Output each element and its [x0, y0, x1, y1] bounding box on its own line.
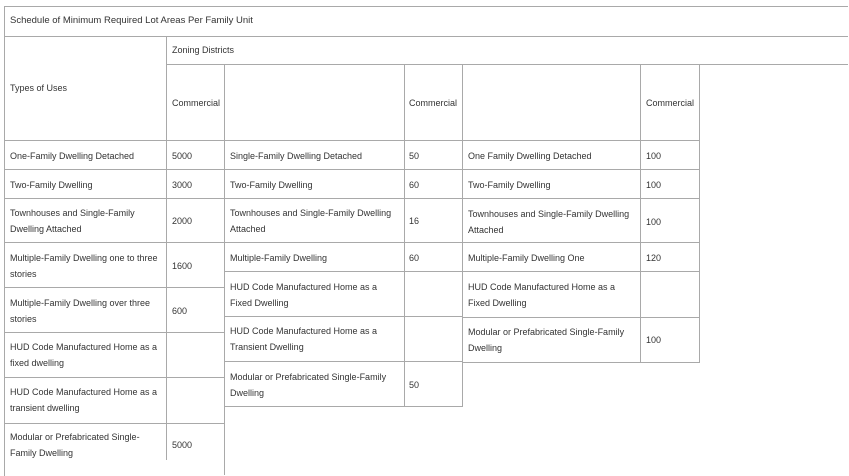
- table3-use: One Family Dwelling Detached: [468, 151, 592, 161]
- table-row: [404, 170, 405, 199]
- table-row: [166, 333, 167, 378]
- table-row: [640, 243, 641, 272]
- types-of-uses-label: Types of Uses: [10, 83, 68, 93]
- table2-use: Modular or Prefabricated Single-Family Dwelling: [230, 372, 387, 398]
- table-row: [640, 141, 641, 170]
- table3-value: 100: [646, 217, 662, 227]
- table3-use: Multiple-Family Dwelling One: [468, 253, 585, 263]
- table2-use: Two-Family Dwelling: [230, 180, 313, 190]
- table1-value: 600: [172, 306, 188, 316]
- table3-use: Two-Family Dwelling: [468, 180, 551, 190]
- table1-value: 2000: [172, 216, 193, 226]
- table-row: [404, 317, 405, 362]
- table1-use: Modular or Prefabricated Single-Family Dwelling: [10, 432, 140, 458]
- table-row: [640, 199, 641, 243]
- table1-use: One-Family Dwelling Detached: [10, 151, 135, 161]
- table1-value: 5000: [172, 440, 193, 450]
- table3-use: Modular or Prefabricated Single-Family Dwelling: [468, 327, 625, 353]
- zoning-districts-label: Zoning Districts: [172, 45, 235, 55]
- table2-value: 50: [409, 380, 420, 390]
- table1-commercial-label: Commercial: [172, 98, 221, 108]
- table1-use: Townhouses and Single-Family Dwelling Attached: [10, 208, 135, 234]
- table-row: [640, 272, 641, 318]
- table-row: [166, 288, 167, 333]
- table-row: [640, 318, 641, 363]
- table1-use: HUD Code Manufactured Home as a transient dwelling: [10, 387, 158, 413]
- table-row: [166, 170, 167, 199]
- table2-value: 50: [409, 151, 420, 161]
- table1-use: Multiple-Family Dwelling over three stories: [10, 298, 151, 324]
- table-row: [166, 199, 167, 243]
- table3-use: Townhouses and Single-Family Dwelling Attached: [468, 209, 630, 235]
- table2-commercial-label: Commercial: [409, 98, 458, 108]
- page-title: Schedule of Minimum Required Lot Areas Per Family Unit: [10, 15, 253, 26]
- table3-col-divider: [640, 64, 641, 141]
- table2-value: 16: [409, 216, 420, 226]
- table1-value: 3000: [172, 180, 193, 190]
- table1-value: 5000: [172, 151, 193, 161]
- table3-value: 100: [646, 335, 662, 345]
- table1-value: 1600: [172, 261, 193, 271]
- table3-value: 100: [646, 180, 662, 190]
- table2-use: HUD Code Manufactured Home as a Fixed Dwelling: [230, 282, 378, 308]
- table1-use: Two-Family Dwelling: [10, 180, 93, 190]
- table-row: [404, 272, 405, 317]
- table2-use: Townhouses and Single-Family Dwelling Attached: [230, 208, 392, 234]
- table-row: [640, 170, 641, 199]
- table-row: [404, 141, 405, 170]
- table-row: [166, 141, 167, 170]
- table-row: [404, 362, 405, 407]
- table-row: [404, 199, 405, 243]
- table-row: [166, 424, 167, 460]
- table2-value: 60: [409, 180, 420, 190]
- table3-use: HUD Code Manufactured Home as a Fixed Dwelling: [468, 282, 616, 308]
- table2-use: Single-Family Dwelling Detached: [230, 151, 363, 161]
- table-row: [166, 243, 167, 288]
- table1-use: Multiple-Family Dwelling one to three stories: [10, 253, 158, 279]
- table3-commercial-label: Commercial: [646, 98, 695, 108]
- table3-value: 100: [646, 151, 662, 161]
- table2-col-divider: [404, 64, 405, 141]
- table1-use: HUD Code Manufactured Home as a fixed dwelling: [10, 342, 158, 368]
- table-row: [166, 378, 167, 424]
- table2-use: Multiple-Family Dwelling: [230, 253, 328, 263]
- table-row: [404, 243, 405, 272]
- table2-value: 60: [409, 253, 420, 263]
- table2-use: HUD Code Manufactured Home as a Transient Dwelling: [230, 326, 378, 352]
- table3-value: 120: [646, 253, 662, 263]
